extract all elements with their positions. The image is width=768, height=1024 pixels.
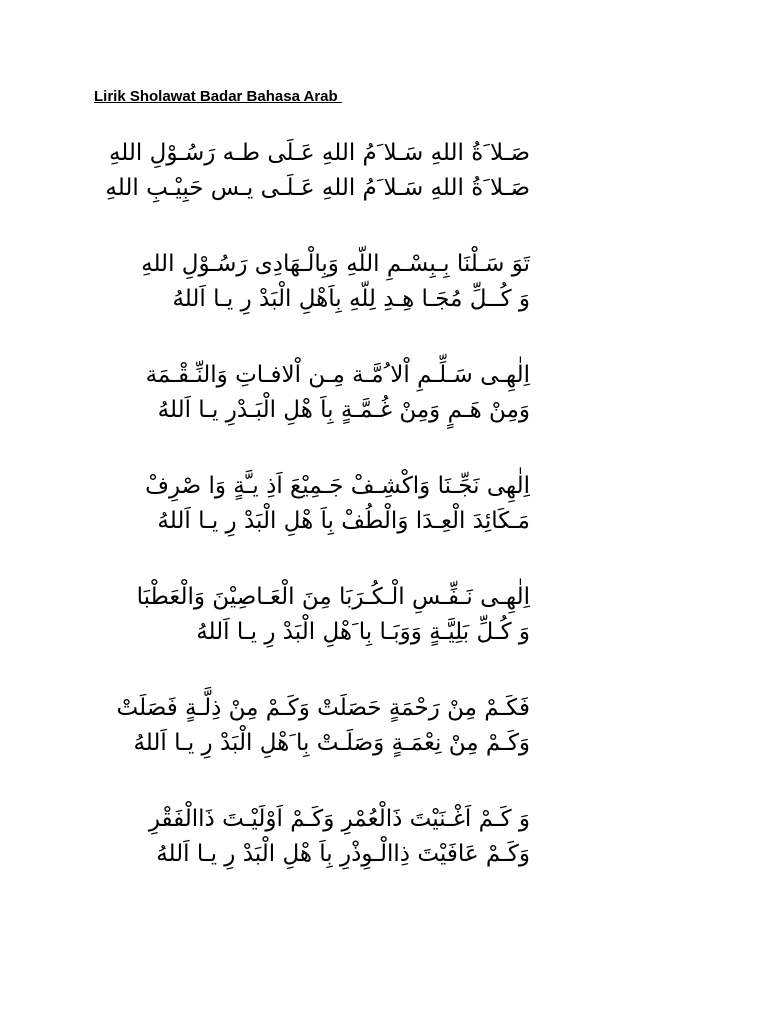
verse-line: وَ كُـلِّ بَلِيَّـةٍ وَوَبَـا بِا َهْلِ الْبَدْ رِ يـا اَللهُ [196,619,530,645]
verse-line: وَكَـمْ مِنْ نِعْمَـةٍ وَصَلَـتْ بِا َهْلِ الْبَدْ رِ يـا اَللهُ [133,730,530,756]
verse-line: وَ كَـمْ اَغْـنَيْتَ ذَالْعُمْرِ وَكَـمْ اَوْلَيْـتَ ذَاالْفَقْرِ [148,806,530,832]
stanza-7 [60,802,530,872]
verse-line: صَـلا َةُ اللهِ سَـلا َمُ اللهِ عَـلَى طـه رَسُـوْلِ اللهِ [108,140,530,166]
verse-line: اِلٰهِى نَجِّـنَا وَاكْشِـفْ جَـمِيْعَ اَذِ يـَّةٍ وَا صْرِفْ [145,473,530,499]
stanza-4 [60,469,530,539]
stanza-5 [60,580,530,650]
stanza-3 [60,358,530,428]
verse-line: مَـكَائِدَ الْعِـدَا وَالْطُفْ بِاَ هْلِ الْبَدْ رِ يـا اَللهُ [157,508,530,534]
verse-line: وَمِنْ هَـمٍ وَمِنْ غُـمَّـةٍ بِاَ هْلِ الْبَـدْرِ يـا اَللهُ [157,397,530,423]
verse-line: تَوَ سَـلْنَا بِـبِسْـمِ اللّهِ وَبِالْـهَادِى رَسُـوْلِ اللهِ [141,251,530,277]
document-title: Lirik Sholawat Badar Bahasa Arab [94,88,342,105]
verse-line: فَكَـمْ مِنْ رَحْمَةٍ حَصَلَتْ وَكَـمْ مِنْ ذِلَّـةٍ فَصَلَتْ [116,695,530,721]
verse-line: وَ كُــلِّ مُجَـا هِـدِ لِلّهِ بِاَهْلِ الْبَدْ رِ يـا اَللهُ [172,286,530,312]
stanza-1 [60,136,530,206]
stanza-2 [60,247,530,317]
verse-line: وَكَـمْ عَافَيْتَ ذِاالْـوِذْرِ بِاَ هْلِ الْبَدْ رِ يـا اَللهُ [156,841,530,867]
verse-line: صَـلا َةُ اللهِ سَـلا َمُ اللهِ عَـلَـى يـس حَبِيْـبِ اللهِ [105,175,530,201]
verse-line: اِلٰهِـى سَـلِّـمِ اْلا ُمَّـة مِـن اْلافـاتِ وَالنِّـقْـمَة [145,362,530,388]
verse-line: اِلٰهِـى نَـفِّـسِ الْـكُـرَبَا مِنَ الْعَـاصِيْنَ وَالْعَطْبَا [136,584,530,610]
stanza-6 [60,691,530,761]
